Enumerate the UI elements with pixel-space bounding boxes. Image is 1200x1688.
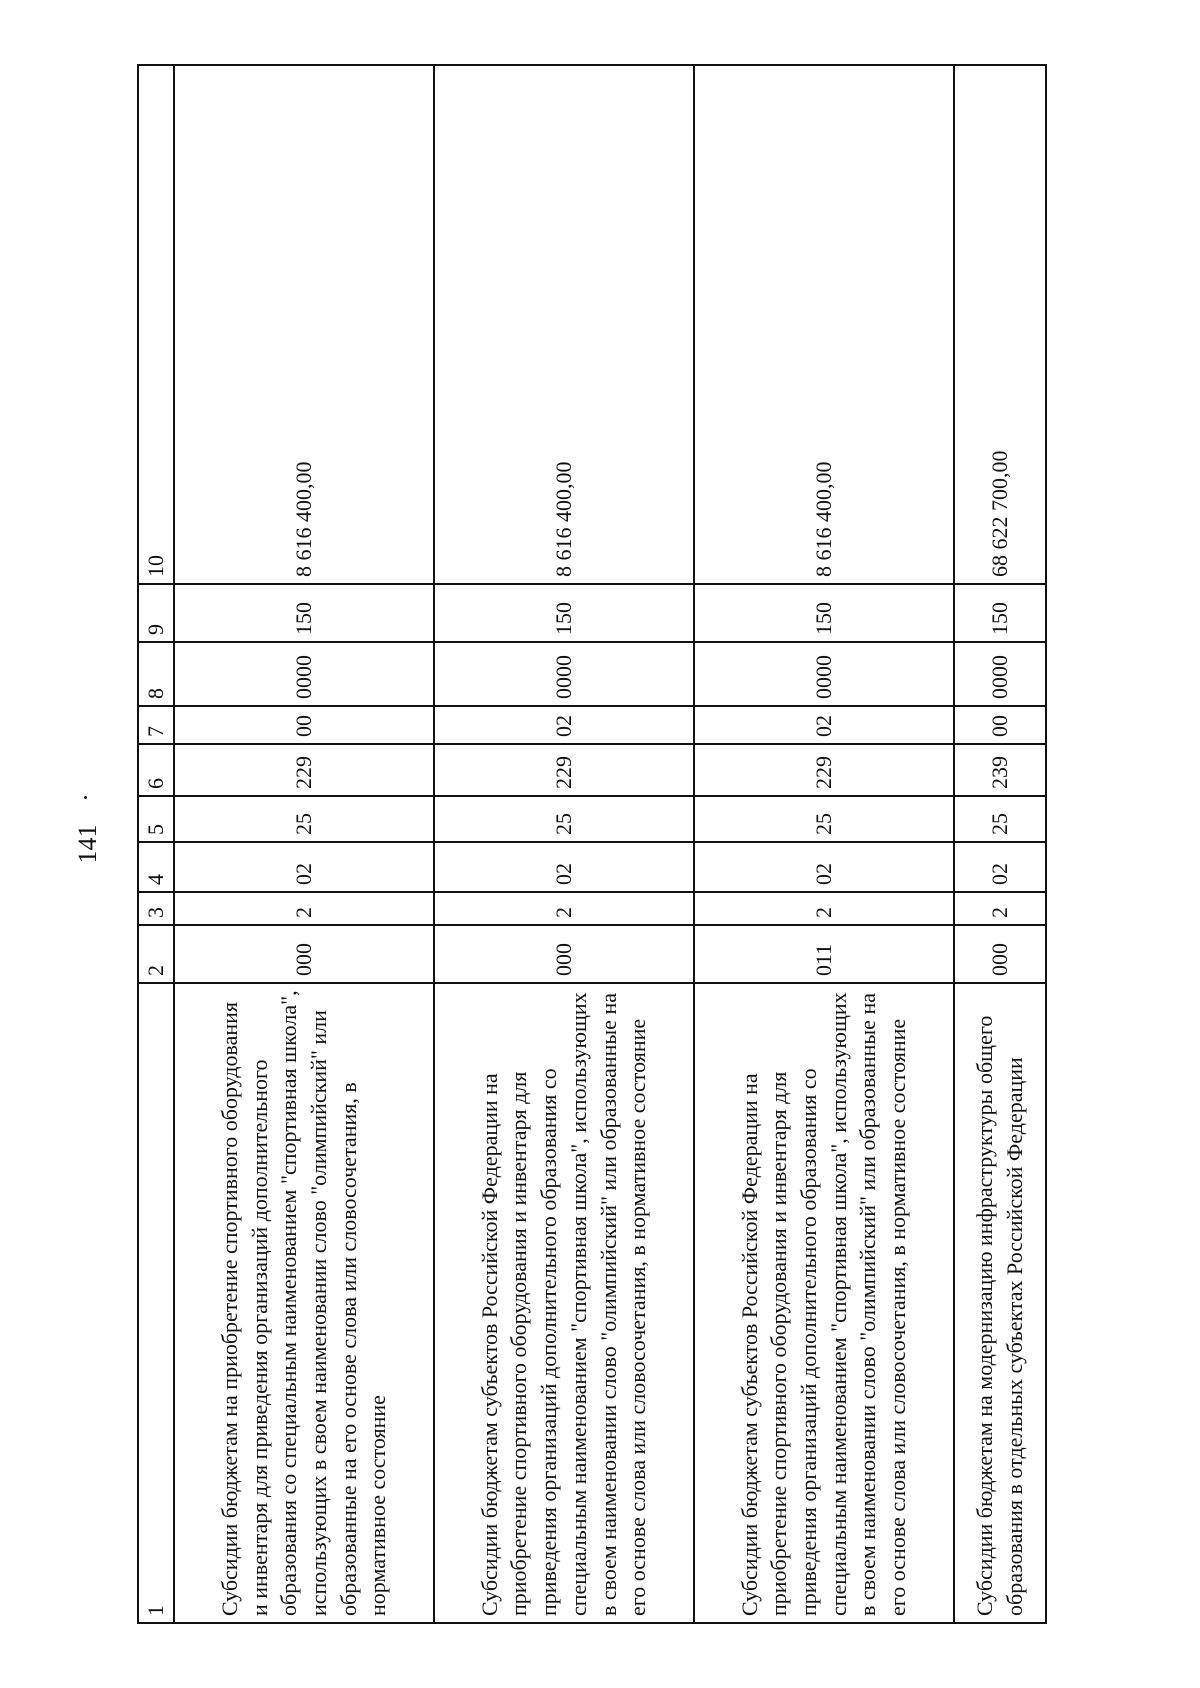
program-code-cell: 0000 [694, 642, 954, 706]
scan-speck [84, 796, 87, 799]
row-description: Субсидии бюджетам субъектов Российской Федерации на приобретение спортивного оборудования и инвентаря для приведения организаций дополнительного образования со специальным наименованием "спортивная школа", использующих в своем наименовании слово "олимпийский" или образованные на его основе слова или словосочетания, в нормативное состояние [434, 983, 694, 1623]
article-code-cell: 25 [434, 796, 694, 842]
subgroup-code-cell: 02 [434, 842, 694, 892]
article-code-cell: 25 [174, 796, 434, 842]
row-description: Субсидии бюджетам субъектов Российской Федерации на приобретение спортивного оборудования и инвентаря для приведения организаций дополнительного образования со специальным наименованием "спортивная школа", использующих в своем наименовании слово "олимпийский" или образованные на его основе слова или словосочетания, в нормативное состояние [694, 983, 954, 1623]
column-header-2: 2 [138, 925, 174, 983]
row-description: Субсидии бюджетам на приобретение спортивного оборудования и инвентаря для приведения организаций дополнительного образования со специальным наименованием "спортивная школа", использующих в своем наименовании слово "олимпийский" или образованные на его основе слова или словосочетания, в нормативное состояние [174, 983, 434, 1623]
column-header-4: 4 [138, 842, 174, 892]
subarticle-code-cell: 229 [694, 744, 954, 796]
article-code-cell: 25 [694, 796, 954, 842]
program-code-cell: 0000 [434, 642, 694, 706]
column-header-5: 5 [138, 796, 174, 842]
table-row [174, 65, 434, 1623]
program-code-cell: 0000 [174, 642, 434, 706]
budget-table [137, 64, 1047, 1624]
subgroup-code-cell: 02 [174, 842, 434, 892]
admin-code-cell: 000 [434, 925, 694, 983]
admin-code-cell: 000 [954, 925, 1046, 983]
classification-code-cell: 150 [174, 584, 434, 642]
table-row [694, 65, 954, 1623]
group-code-cell: 2 [694, 892, 954, 925]
header-row [138, 65, 174, 1623]
element-code-cell: 00 [954, 706, 1046, 744]
column-header-6: 6 [138, 744, 174, 796]
classification-code-cell: 150 [434, 584, 694, 642]
element-code-cell: 02 [694, 706, 954, 744]
classification-code-cell: 150 [954, 584, 1046, 642]
page-number: 141 [73, 824, 102, 864]
admin-code-cell: 000 [174, 925, 434, 983]
admin-code-cell: 011 [694, 925, 954, 983]
article-code-cell: 25 [954, 796, 1046, 842]
group-code-cell: 2 [954, 892, 1046, 925]
amount-cell: 68 622 700,00 [954, 65, 1046, 584]
amount-cell: 8 616 400,00 [434, 65, 694, 584]
column-header-8: 8 [138, 642, 174, 706]
column-header-3: 3 [138, 892, 174, 925]
amount-cell: 8 616 400,00 [694, 65, 954, 584]
program-code-cell: 0000 [954, 642, 1046, 706]
group-code-cell: 2 [174, 892, 434, 925]
subgroup-code-cell: 02 [694, 842, 954, 892]
row-description: Субсидии бюджетам на модернизацию инфраструктуры общего образования в отдельных субъектах Российской Федерации [954, 983, 1046, 1623]
subarticle-code-cell: 229 [174, 744, 434, 796]
column-header-1: 1 [138, 983, 174, 1623]
subarticle-code-cell: 229 [434, 744, 694, 796]
subgroup-code-cell: 02 [954, 842, 1046, 892]
subarticle-code-cell: 239 [954, 744, 1046, 796]
classification-code-cell: 150 [694, 584, 954, 642]
column-header-9: 9 [138, 584, 174, 642]
table-row [954, 65, 1046, 1623]
element-code-cell: 02 [434, 706, 694, 744]
rotated-table-container [137, 66, 1047, 1624]
group-code-cell: 2 [434, 892, 694, 925]
amount-cell: 8 616 400,00 [174, 65, 434, 584]
column-header-10: 10 [138, 65, 174, 584]
column-header-7: 7 [138, 706, 174, 744]
element-code-cell: 00 [174, 706, 434, 744]
table-row [434, 65, 694, 1623]
